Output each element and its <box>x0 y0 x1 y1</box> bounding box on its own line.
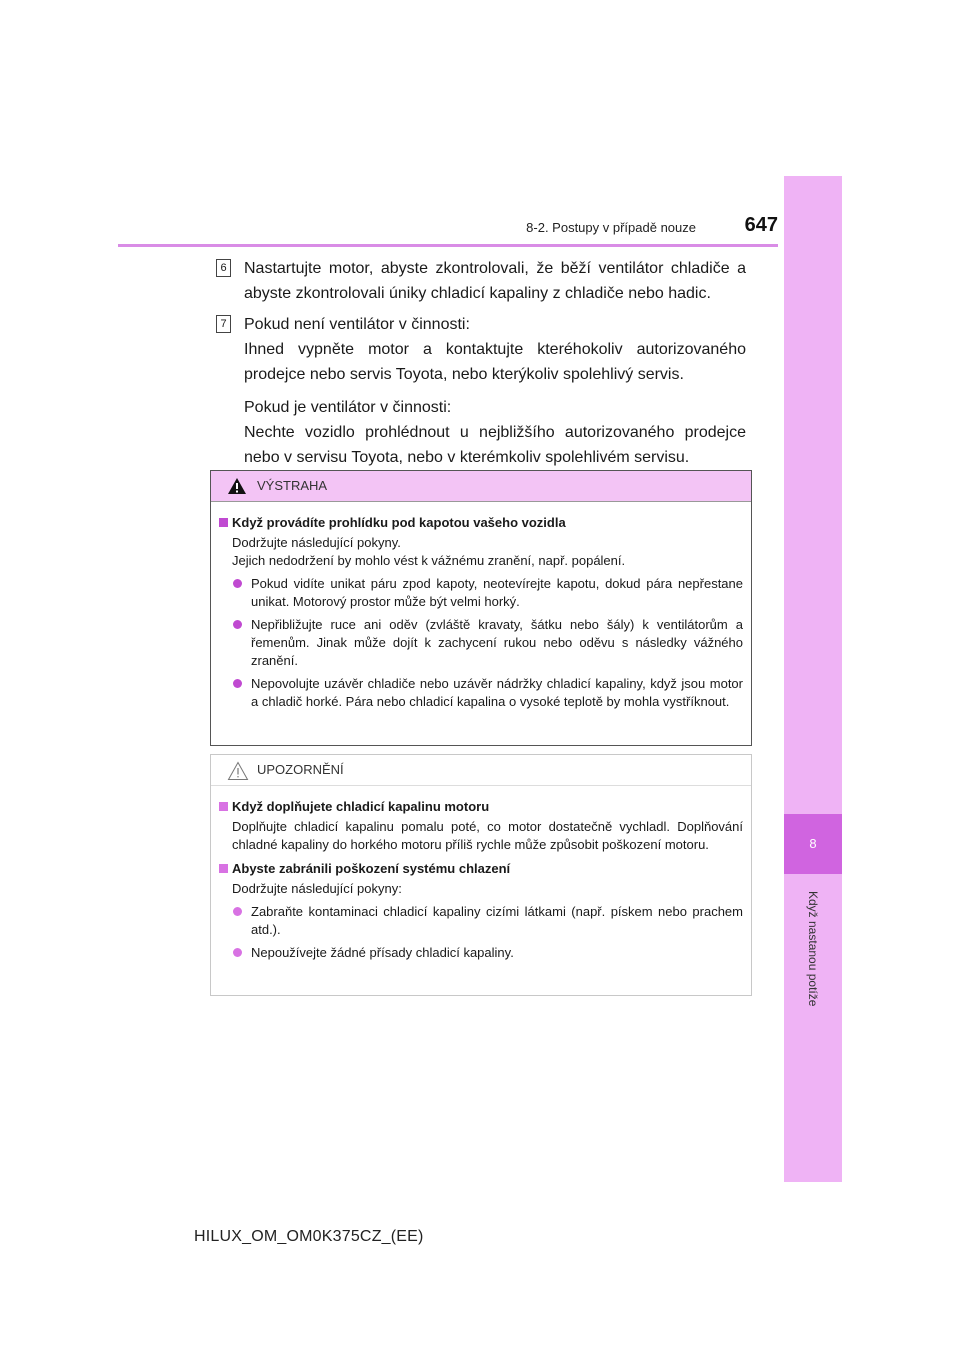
list-item: Pokud vidíte unikat páru zpod kapoty, neotevírejte kapotu, dokud pára nepřestane unikat. Motorový prostor může být velmi horký. <box>219 575 743 611</box>
procedure-steps <box>216 256 746 476</box>
chapter-number: 8 <box>784 814 842 874</box>
notice-text: Doplňujte chladicí kapalinu pomalu poté, co motor dostatečně vychladl. Doplňování chladné kapaliny do horkého motoru příliš rychle může způsobit poškození motoru. <box>232 819 743 852</box>
notice-title: UPOZORNĚNÍ <box>257 762 344 777</box>
warning-intro: Dodržujte následující pokyny. <box>232 535 401 550</box>
page-number: 647 <box>744 214 778 236</box>
document-code: HILUX_OM_OM0K375CZ_(EE) <box>194 1228 424 1245</box>
round-bullet-icon <box>233 679 242 688</box>
step-7 <box>216 312 746 470</box>
step-6 <box>216 256 746 306</box>
step-number-badge: 7 <box>216 315 231 333</box>
caution-triangle-icon <box>227 761 249 781</box>
step-condition: Pokud není ventilátor v činnosti: <box>244 316 470 333</box>
square-bullet-icon <box>219 518 228 527</box>
square-bullet-icon <box>219 802 228 811</box>
section-reference: 8-2. Postupy v případě nouze <box>526 220 696 235</box>
list-item: Nepoužívejte žádné přísady chladicí kapaliny. <box>219 944 743 962</box>
list-item: Nepřibližujte ruce ani oděv (zvláště kravaty, šátku nebo šály) k ventilátorům a řemenům. Jinak může dojít k zachycení rukou nebo oděvu s následky vážného zranění. <box>219 616 743 670</box>
step-text: Nastartujte motor, abyste zkontrolovali, že běží ventilátor chladiče a abyste zkontrolovali úniky chladicí kapaliny z chladiče nebo hadic. <box>244 260 746 302</box>
notice-heading: Když doplňujete chladicí kapalinu motoru <box>219 798 743 816</box>
step-text: Ihned vypněte motor a kontaktujte kteréhokoliv autorizovaného prodejce nebo servis Toyota, nebo kterýkoliv spolehlivý servis. <box>244 341 746 383</box>
chapter-side-tab <box>784 176 842 1182</box>
step-text: Nechte vozidlo prohlédnout u nejbližšího autorizovaného prodejce nebo v servisu Toyota, nebo v kterémkoliv spolehlivém servisu. <box>244 424 746 466</box>
chapter-title: Když nastanou potíže <box>806 891 820 1007</box>
round-bullet-icon <box>233 907 242 916</box>
page-header <box>118 214 778 247</box>
notice-header <box>211 755 751 786</box>
notice-heading: Abyste zabránili poškození systému chlazení <box>219 860 743 878</box>
warning-title: VÝSTRAHA <box>257 478 328 493</box>
round-bullet-icon <box>233 579 242 588</box>
warning-box <box>210 470 752 746</box>
round-bullet-icon <box>233 620 242 629</box>
square-bullet-icon <box>219 864 228 873</box>
list-item: Zabraňte kontaminaci chladicí kapaliny cizími látkami (např. pískem nebo prachem atd.). <box>219 903 743 939</box>
notice-text: Dodržujte následující pokyny: <box>232 881 402 896</box>
warning-heading: Když provádíte prohlídku pod kapotou vašeho vozidla <box>219 514 743 532</box>
list-item: Nepovolujte uzávěr chladiče nebo uzávěr nádržky chladicí kapaliny, když jsou motor a chladič horké. Pára nebo chladicí kapalina o vysoké teplotě by mohla vystříknout. <box>219 675 743 711</box>
warning-intro: Jejich nedodržení by mohlo vést k vážnému zranění, např. popálení. <box>232 553 626 568</box>
round-bullet-icon <box>233 948 242 957</box>
warning-header <box>211 471 751 502</box>
step-condition: Pokud je ventilátor v činnosti: <box>244 399 452 416</box>
notice-box <box>210 754 752 996</box>
step-number-badge: 6 <box>216 259 231 277</box>
warning-triangle-icon <box>227 477 247 495</box>
